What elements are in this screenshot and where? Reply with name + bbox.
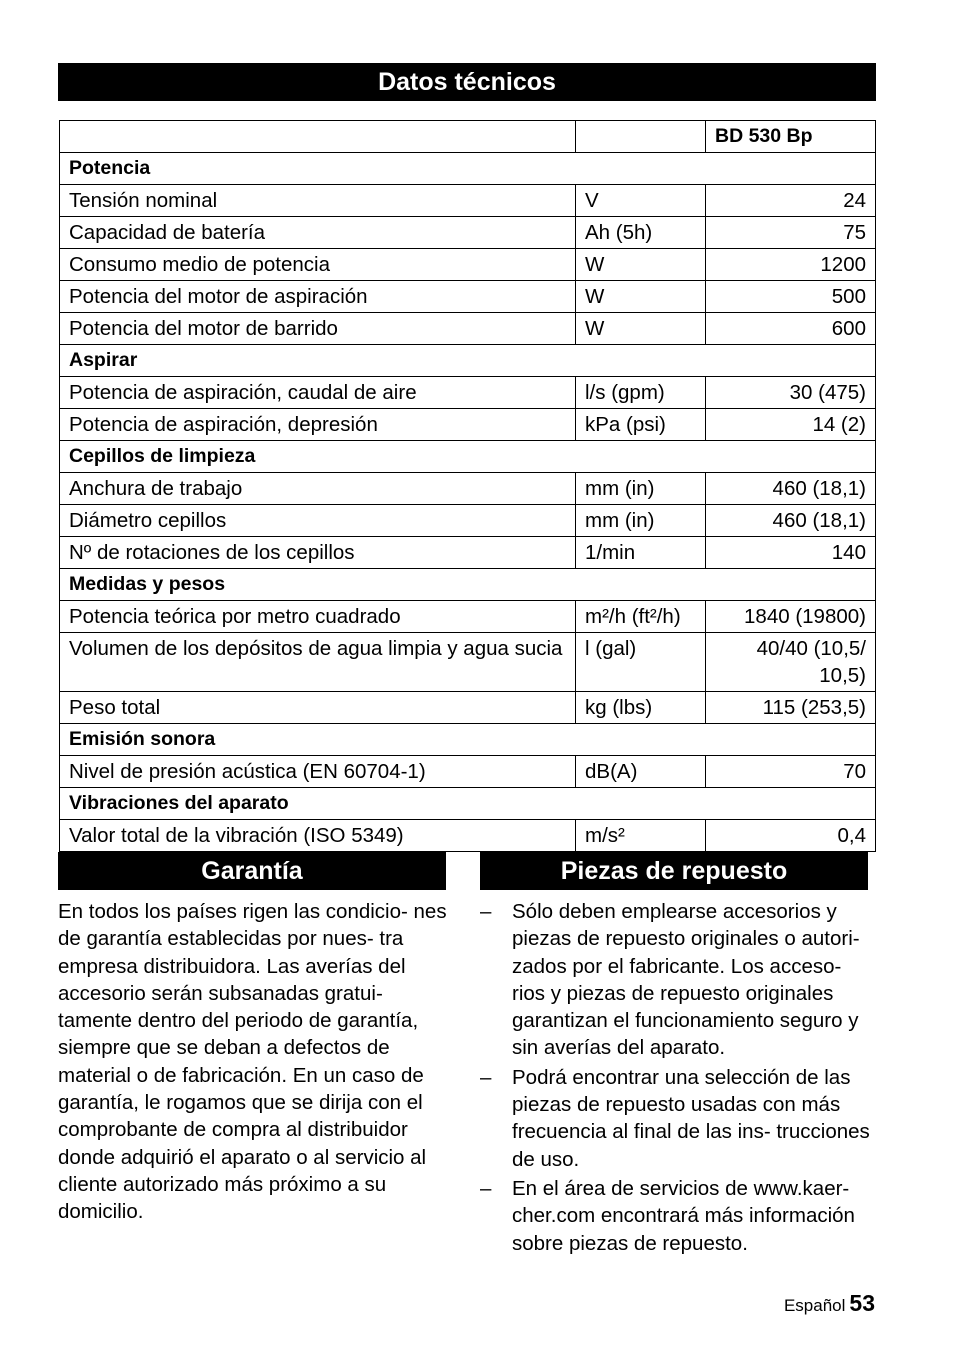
row-unit: Ah (5h) [576, 217, 706, 249]
row-value: 14 (2) [706, 409, 876, 441]
row-label: Anchura de trabajo [60, 473, 576, 505]
bullet-dash: – [480, 900, 492, 923]
section-heading: Vibraciones del aparato [60, 788, 876, 820]
table-row [60, 249, 876, 281]
table-row [60, 409, 876, 441]
row-value: 1200 [706, 249, 876, 281]
row-unit: m/s² [576, 820, 706, 852]
row-label: Capacidad de batería [60, 217, 576, 249]
page-footer [784, 1290, 875, 1317]
row-label: Consumo medio de potencia [60, 249, 576, 281]
list-item [480, 1064, 880, 1173]
table-row [60, 313, 876, 345]
row-unit: mm (in) [576, 473, 706, 505]
table-section-row [60, 788, 876, 820]
section-title-garantia: Garantía [58, 852, 446, 890]
row-unit: 1/min [576, 537, 706, 569]
bullet-dash: – [480, 1176, 492, 1200]
row-unit: V [576, 185, 706, 217]
list-item [480, 898, 880, 1062]
section-heading: Aspirar [60, 345, 876, 377]
bullet-dash: – [480, 1065, 492, 1089]
table-row [60, 505, 876, 537]
row-label: Nº de rotaciones de los cepillos [60, 537, 576, 569]
row-unit: l (gal) [576, 633, 706, 692]
row-label: Volumen de los depósitos de agua limpia y agua sucia [60, 633, 576, 692]
row-value: 75 [706, 217, 876, 249]
table-row [60, 473, 876, 505]
list-item [480, 1175, 880, 1257]
table-row [60, 820, 876, 852]
section-heading: Potencia [60, 153, 876, 185]
row-value: 70 [706, 756, 876, 788]
row-label: Nivel de presión acústica (EN 60704-1) [60, 756, 576, 788]
row-value: 600 [706, 313, 876, 345]
row-label: Diámetro cepillos [60, 505, 576, 537]
table-row [60, 217, 876, 249]
technical-data-table [59, 120, 876, 852]
row-value: 1840 (19800) [706, 601, 876, 633]
row-value: 24 [706, 185, 876, 217]
row-label: Potencia del motor de aspiración [60, 281, 576, 313]
row-label: Peso total [60, 692, 576, 724]
row-unit: m²/h (ft²/h) [576, 601, 706, 633]
row-value: 40/40 (10,5/ 10,5) [706, 633, 876, 692]
row-unit: l/s (gpm) [576, 377, 706, 409]
row-label: Potencia teórica por metro cuadrado [60, 601, 576, 633]
table-row [60, 537, 876, 569]
row-value: 460 (18,1) [706, 505, 876, 537]
row-unit: mm (in) [576, 505, 706, 537]
footer-language: Español [783, 1296, 846, 1315]
row-value: 115 (253,5) [706, 692, 876, 724]
table-row [60, 601, 876, 633]
table-row [60, 185, 876, 217]
garantia-paragraph: En todos los países rigen las condicio- nes de garantía establecidas por nues- tra empresa distribuidora. Las averías del accesorio serán subsanadas gratui- tamente dentro del periodo de garantía, siempre que se deban a defectos de material o de fabricación. En un caso de garantía, le rogamos que se dirija con el comprobante de compra al distribuidor donde adquirió el aparato o al servicio al cliente autorizado más próximo a su domicilio. [58, 900, 447, 1224]
table-row [60, 633, 876, 692]
row-value: 140 [706, 537, 876, 569]
section-heading: Cepillos de limpieza [60, 441, 876, 473]
row-label: Potencia del motor de barrido [60, 313, 576, 345]
row-value: 460 (18,1) [706, 473, 876, 505]
row-value: 0,4 [706, 820, 876, 852]
header-empty-cell [60, 121, 576, 153]
row-unit: W [576, 249, 706, 281]
table-header-row [60, 121, 876, 153]
section-heading: Medidas y pesos [60, 569, 876, 601]
piezas-list [480, 898, 880, 1259]
table-section-row [60, 569, 876, 601]
list-item-text: En el área de servicios de www.kaer- cher.com encontrará más información sobre piezas de repuesto. [512, 1176, 855, 1255]
row-unit: W [576, 313, 706, 345]
list-item-text: Podrá encontrar una selección de las piezas de repuesto usadas con más frecuencia al final de las ins- trucciones de uso. [512, 1065, 870, 1171]
table-row [60, 692, 876, 724]
section-title-piezas-de-repuesto: Piezas de repuesto [480, 852, 868, 890]
row-unit: dB(A) [576, 756, 706, 788]
model-header: BD 530 Bp [706, 121, 876, 153]
table-section-row [60, 724, 876, 756]
table-row [60, 756, 876, 788]
table-row [60, 281, 876, 313]
table-section-row [60, 441, 876, 473]
section-title-datos-tecnicos: Datos técnicos [58, 63, 876, 101]
row-unit: kg (lbs) [576, 692, 706, 724]
page-number: 53 [849, 1290, 875, 1316]
header-empty-cell [576, 121, 706, 153]
row-label: Tensión nominal [60, 185, 576, 217]
row-value: 500 [706, 281, 876, 313]
row-unit: W [576, 281, 706, 313]
row-label: Potencia de aspiración, depresión [60, 409, 576, 441]
table-row [60, 377, 876, 409]
row-unit: kPa (psi) [576, 409, 706, 441]
row-value: 30 (475) [706, 377, 876, 409]
row-label: Potencia de aspiración, caudal de aire [60, 377, 576, 409]
row-label: Valor total de la vibración (ISO 5349) [60, 820, 576, 852]
section-heading: Emisión sonora [60, 724, 876, 756]
table-section-row [60, 153, 876, 185]
list-item-text: Sólo deben emplearse accesorios y piezas de repuesto originales o autori- zados por el fabricante. Los acceso- rios y piezas de repuesto originales garantizan el funcionamiento seguro y sin averías del aparato. [512, 900, 860, 1060]
table-section-row [60, 345, 876, 377]
